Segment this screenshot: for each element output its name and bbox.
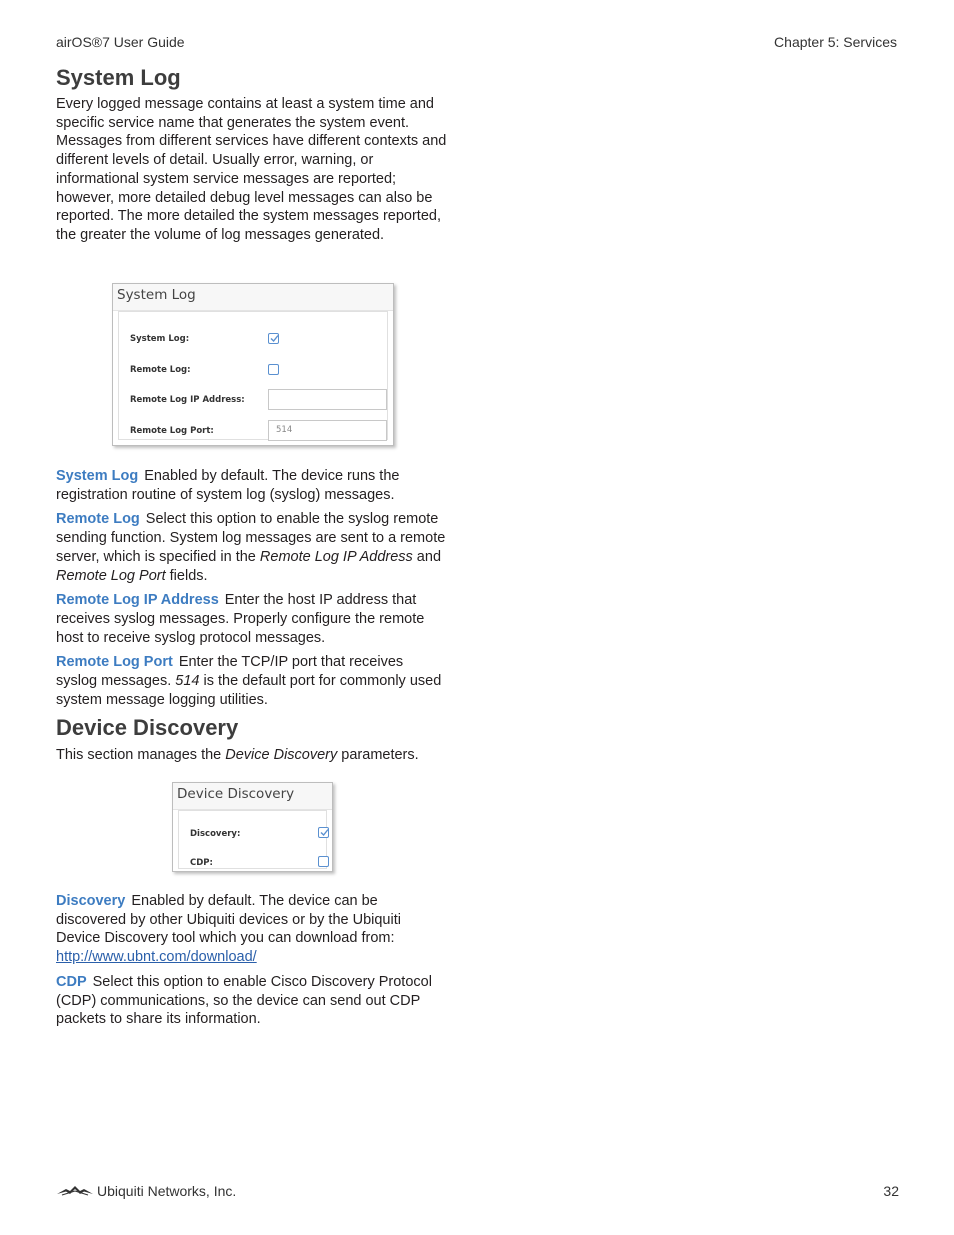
discovery-checkbox[interactable] bbox=[318, 827, 329, 838]
def-discovery: Discovery Enabled by default. The device can be discovered by other Ubiquiti devices or by the Ubiquiti Device Discovery tool which you can download from: http://www.ubnt.com/download/ bbox=[56, 893, 401, 966]
remote-log-ip-label: Remote Log IP Address: bbox=[130, 395, 245, 405]
def-system-log: System Log Enabled by default. The device runs the registration routine of system log (syslog) messages. bbox=[56, 468, 400, 503]
def-term-remote-log-port: Remote Log Port bbox=[56, 654, 173, 671]
guide-title: airOS®7 User Guide bbox=[56, 34, 185, 50]
device-discovery-panel-body bbox=[178, 810, 327, 869]
check-icon bbox=[320, 828, 329, 837]
def-remote-log-ip: Remote Log IP Address Enter the host IP address that receives syslog messages. Properly configure the remote host to receive syslog protocol messages. bbox=[56, 592, 425, 646]
ubiquiti-logo-icon bbox=[56, 1185, 94, 1197]
device-discovery-panel bbox=[172, 782, 333, 872]
remote-log-ip-input[interactable] bbox=[268, 389, 387, 410]
system-log-section bbox=[56, 65, 448, 245]
system-log-panel-body bbox=[118, 311, 388, 440]
system-log-panel-title: System Log bbox=[113, 284, 393, 311]
device-discovery-heading: Device Discovery bbox=[56, 715, 239, 740]
remote-log-checkbox[interactable] bbox=[268, 364, 279, 375]
device-discovery-definitions bbox=[56, 892, 448, 1029]
download-link[interactable]: http://www.ubnt.com/download/ bbox=[56, 949, 257, 966]
system-log-heading: System Log bbox=[56, 65, 181, 90]
cdp-field-label: CDP: bbox=[190, 858, 213, 868]
remote-log-port-input[interactable]: 514 bbox=[268, 420, 387, 441]
remote-log-port-label: Remote Log Port: bbox=[130, 426, 214, 436]
def-cdp: CDP Select this option to enable Cisco Discovery Protocol (CDP) communications, so the device can send out CDP packets to share its information. bbox=[56, 973, 432, 1028]
def-remote-log-port: Remote Log Port Enter the TCP/IP port that receives syslog messages. 514 is the default port for commonly used system message logging utilities. bbox=[56, 654, 442, 708]
footer-company bbox=[56, 1183, 236, 1199]
def-term-discovery: Discovery bbox=[56, 893, 126, 909]
cdp-checkbox[interactable] bbox=[318, 856, 329, 867]
footer-company-name: Ubiquiti Networks, Inc. bbox=[97, 1183, 237, 1199]
device-discovery-panel-title: Device Discovery bbox=[173, 783, 332, 810]
system-log-intro: Every logged message contains at least a system time and specific service name that generates the system event. Messages from different services have different contexts and different levels of detail. Usually error, warning, or informational system service messages are reported; however, more detailed debug level messages can also be reported. The more detailed the system messages reported, the greater the volume of log messages generated. bbox=[56, 96, 447, 243]
def-term-remote-log: Remote Log bbox=[56, 511, 140, 528]
def-term-remote-log-ip: Remote Log IP Address bbox=[56, 592, 219, 609]
remote-log-field-label: Remote Log: bbox=[130, 365, 191, 375]
system-log-field-label: System Log: bbox=[130, 334, 190, 344]
discovery-field-label: Discovery: bbox=[190, 829, 241, 839]
system-log-panel bbox=[112, 283, 394, 446]
def-term-system-log: System Log bbox=[56, 468, 139, 484]
page-number: 32 bbox=[883, 1183, 899, 1199]
system-log-checkbox[interactable] bbox=[268, 333, 279, 344]
def-term-cdp: CDP bbox=[56, 973, 87, 990]
def-remote-log: Remote Log Select this option to enable the syslog remote sending function. System log messages are sent to a remote server, which is specified in the Remote Log IP Address and Remote Log Port fields. bbox=[56, 511, 446, 584]
check-icon bbox=[270, 334, 279, 343]
system-log-definitions bbox=[56, 467, 448, 709]
device-discovery-intro: This section manages the Device Discovery parameters. bbox=[56, 747, 419, 763]
chapter-title: Chapter 5: Services bbox=[774, 34, 897, 50]
device-discovery-section bbox=[56, 715, 448, 765]
